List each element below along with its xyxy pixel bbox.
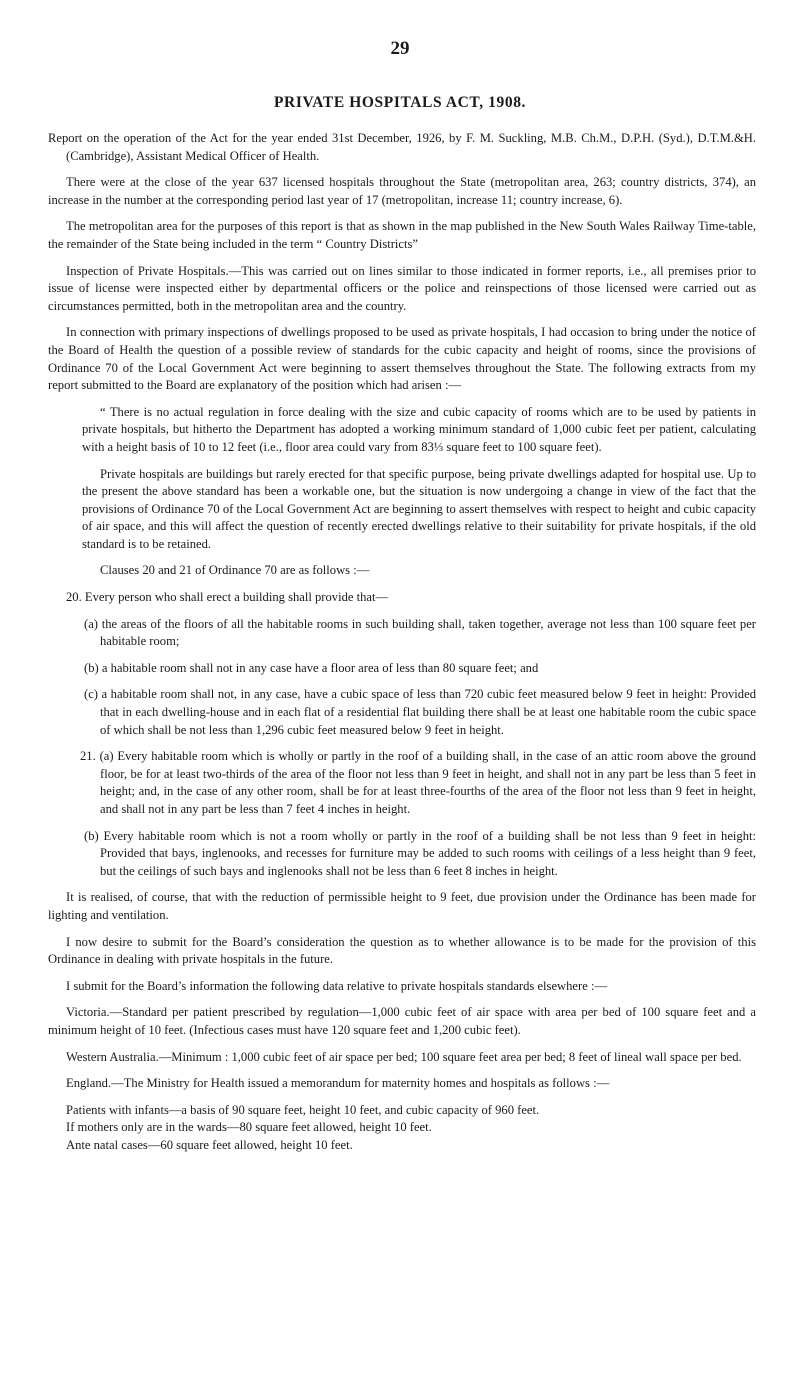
- paragraph-13: 21. (a) Every habitable room which is wholly or partly in the roof of a building shall, in the case of an attic room above the ground floor, be for at least two-thirds of the area of the floor not less than 9 feet in height, and shall not in any part be less than 5 feet in height; and, in the case of any other room, shall be for at least three-fourths of the area of the floor not less than 9 feet in height, and shall not in any part be less than 7 feet 4 inches in height.: [80, 749, 756, 816]
- paragraph-19: Western Australia.—Minimum : 1,000 cubic feet of air space per bed; 100 square feet area per bed; 8 feet of lineal wall space per bed.: [66, 1049, 742, 1064]
- document-title: PRIVATE HOSPITALS ACT, 1908.: [273, 94, 527, 111]
- paragraph-3: The metropolitan area for the purposes of this report is that as shown in the map published in the New South Wales Railway Time-table, the remainder of the State being included in the term “ Country Districts”: [48, 219, 756, 251]
- paragraph-11: (b) a habitable room shall not in any case have a floor area of less than 80 square feet; and: [84, 660, 539, 675]
- paragraph-4: Inspection of Private Hospitals.—This was carried out on lines similar to those indicated in former reports, i.e., all premises prior to issue of license were inspected either by departmental officers or the police and reinspections of those licensed were carried out as circumstances permitted, both in the metropolitan area and the country.: [48, 263, 756, 313]
- page-number: 29: [390, 38, 410, 59]
- paragraph-5: In connection with primary inspections of dwellings proposed to be used as private hospitals, I had occasion to bring under the notice of the Board of Health the question of a possible review of standards for the cubic capacity and height of rooms, since the provisions of Ordinance 70 of the Local Government Act were beginning to assert themselves throughout the State. The following extracts from my report submitted to the Board are explanatory of the position which had arisen :—: [48, 325, 756, 393]
- paragraph-10: (a) the areas of the floors of all the habitable rooms in such building shall, taken together, average not less than 100 square feet per habitable room;: [84, 616, 756, 649]
- paragraph-6: “ There is no actual regulation in force dealing with the size and cubic capacity of rooms which are to be used by patients in private hospitals, but hitherto the Department has adopted a working minimum standard of 1,000 cubic feet per patient, calculating with a height basis of 10 to 12 feet (i.e., floor area could vary from 83⅓ square feet to 100 square feet).: [82, 404, 756, 454]
- paragraph-9: 20. Every person who shall erect a building shall provide that—: [66, 590, 389, 605]
- paragraph-17: I submit for the Board’s information the following data relative to private hospitals standards elsewhere :—: [66, 978, 608, 993]
- paragraph-21: Patients with infants—a basis of 90 square feet, height 10 feet, and cubic capacity of 960 feet.: [66, 1102, 540, 1117]
- paragraph-7: Private hospitals are buildings but rarely erected for that specific purpose, being private dwellings adapted for hospital use. Up to the present the above standard has been a workable one, but the situation is now undergoing a change in view of the fact that the provisions of Ordinance 70 of the Local Government Act are beginning to assert themselves with respect to height and cubic capacity of air space, and this will affect the question of recently erected dwellings relative to their suitability for private hospitals, if the old standard is to be retained.: [82, 466, 756, 551]
- paragraph-20: England.—The Ministry for Health issued a memorandum for maternity homes and hospitals as follows :—: [66, 1076, 610, 1091]
- paragraph-18: Victoria.—Standard per patient prescribed by regulation—1,000 cubic feet of air space with area per bed of 100 square feet and a minimum height of 10 feet. (Infectious cases must have 120 square feet and 1,200 cubic feet).: [48, 1005, 756, 1037]
- paragraph-1: Report on the operation of the Act for the year ended 31st December, 1926, by F. M. Suckling, M.B. Ch.M., D.P.H. (Syd.), D.T.M.&H. (Cambridge), Assistant Medical Officer of Health.: [48, 131, 756, 163]
- document-body: [48, 130, 756, 1155]
- paragraph-8: Clauses 20 and 21 of Ordinance 70 are as follows :—: [100, 563, 370, 578]
- paragraph-23: Ante natal cases—60 square feet allowed, height 10 feet.: [66, 1137, 353, 1152]
- paragraph-14: (b) Every habitable room which is not a room wholly or partly in the roof of a building shall be not less than 9 feet in height: Provided that bays, inglenooks, and recesses for furniture may be added to such rooms with ceilings of a less height than 9 feet, but the ceilings of such bays and inglenooks shall not be less than 6 feet 8 inches in height.: [84, 828, 756, 878]
- paragraph-12: (c) a habitable room shall not, in any case, have a cubic space of less than 720 cubic feet measured below 9 feet in height: Provided that in each dwelling-house and in each flat of a residential flat building there shall be at least one habitable room the cubic space of which shall be not less than 1,296 cubic feet measured below 9 feet in height.: [84, 687, 756, 737]
- paragraph-22: If mothers only are in the wards—80 square feet allowed, height 10 feet.: [66, 1120, 432, 1135]
- paragraph-15: It is realised, of course, that with the reduction of permissible height to 9 feet, due provision under the Ordinance has been made for lighting and ventilation.: [48, 890, 756, 922]
- paragraph-16: I now desire to submit for the Board’s consideration the question as to whether allowance is to be made for the provision of this Ordinance in dealing with private hospitals in the future.: [48, 934, 756, 967]
- paragraph-2: There were at the close of the year 637 licensed hospitals throughout the State (metropolitan area, 263; country districts, 374), an increase in the number at the corresponding period last year of 17 (metropolitan, increase 11; country increase, 6).: [48, 175, 756, 207]
